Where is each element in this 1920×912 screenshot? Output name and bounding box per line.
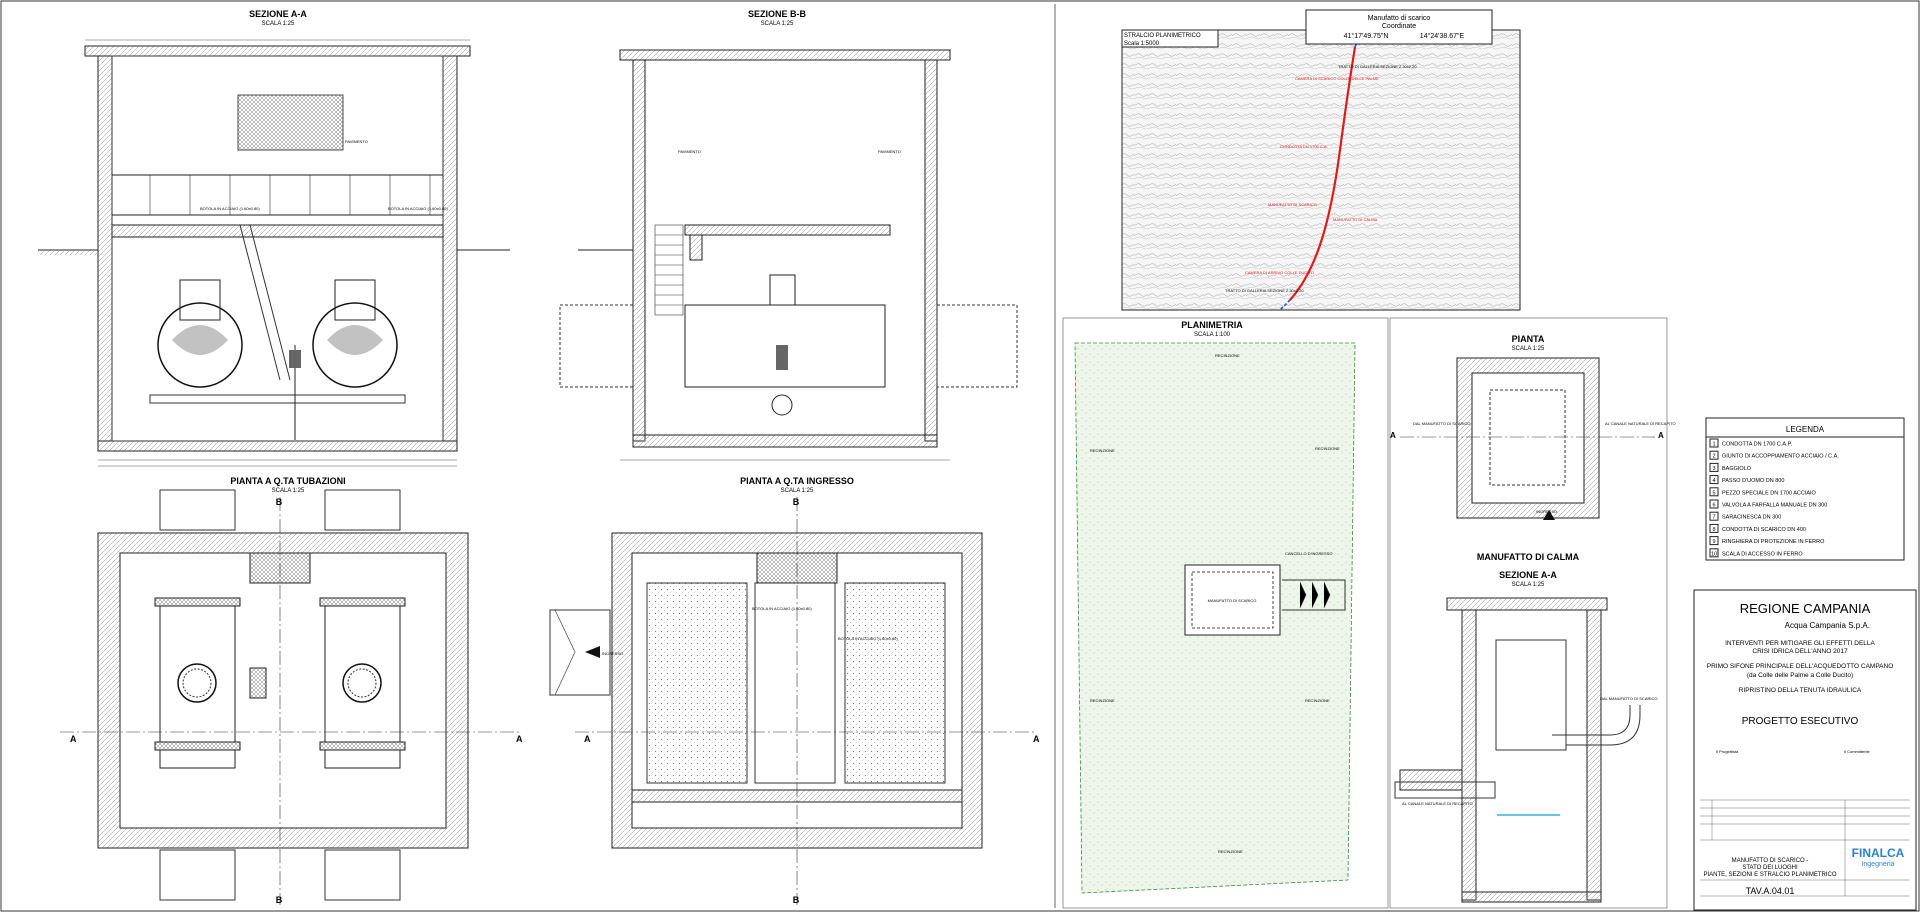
- cut-a-left-2: A: [584, 734, 591, 744]
- legend-title: LEGENDA: [1785, 425, 1825, 434]
- drawing-title-1: MANUFATTO DI SCARICO -: [1731, 858, 1809, 864]
- pianta-calma-out: AL CANALE NATURALE DI RECAPITO: [1605, 421, 1676, 426]
- coords-title: Manufatto di scarico: [1367, 15, 1431, 22]
- coords-lon: 14°24'38.67"E: [1419, 33, 1465, 40]
- section-aa-scale: SCALA 1:25: [261, 21, 295, 27]
- legend-item-text: BAGGIOLO: [1722, 465, 1752, 472]
- plan-entrance-title: PIANTA A Q.TA INGRESSO: [740, 476, 854, 486]
- planimetria-manufatto: MANUFATTO DI SCARICO: [1207, 598, 1257, 603]
- legend-item-text: PASSO D'UOMO DN 800: [1722, 478, 1785, 485]
- pianta-calma-cut-left: A: [1390, 431, 1396, 440]
- recinzione-bottom: RECINZIONE: [1218, 849, 1243, 854]
- legend-item-number: 5: [1712, 490, 1716, 497]
- legend: [1706, 418, 1904, 560]
- pianta-calma: [1390, 318, 1676, 908]
- title-desc1: INTERVENTI PER MITIGARE GLI EFFETTI DELLA: [1725, 640, 1875, 647]
- legend-item-text: SCALA DI ACCESSO IN FERRO: [1722, 551, 1803, 558]
- pianta-calma-in: DAL MANUFATTO DI SCARICO: [1413, 421, 1471, 426]
- company-logo-sub: Ingegneria: [1861, 861, 1895, 868]
- legend-item-text: CONDOTTA DI SCARICO DN 400: [1722, 526, 1806, 533]
- plan-pipes-title: PIANTA A Q.TA TUBAZIONI: [230, 476, 346, 486]
- drawing-title-2: STATO DEI LUOGHI: [1742, 865, 1798, 871]
- pianta-calma-scale: SCALA 1:25: [1511, 346, 1545, 352]
- coords-sub: Coordinate: [1381, 23, 1417, 30]
- map-label-condotta: CONDOTTA DN 1700 C.A.: [1280, 144, 1328, 149]
- calma-in: DAL MANUFATTO DI SCARICO: [1600, 696, 1658, 701]
- grate: [238, 95, 343, 150]
- plan-entrance: [550, 476, 1040, 905]
- hatch-label-left: BOTOLA IN ACCIAIO (1.60x0.80): [200, 206, 260, 211]
- map-label-calma: MANUFATTO DI CALMA: [1333, 217, 1378, 222]
- hatch-label-right: BOTOLA IN ACCIAIO (1.60x0.80): [388, 206, 448, 211]
- section-aa-title: SEZIONE A-A: [249, 9, 307, 19]
- legend-item-number: 6: [1712, 502, 1716, 509]
- plan-pipes: [60, 476, 523, 905]
- bb-label-left: PAVIMENTO: [678, 149, 701, 154]
- plan-entrance-scale: SCALA 1:25: [780, 488, 814, 494]
- recinzione-left: RECINZIONE: [1090, 448, 1115, 453]
- legend-item-text: GIUNTO DI ACCOPPIAMENTO ACCIAIO / C.A.: [1722, 453, 1839, 460]
- legend-item-number: 2: [1712, 453, 1716, 460]
- cut-a-right-2: A: [1033, 734, 1040, 744]
- section-bb-scale: SCALA 1:25: [760, 21, 794, 27]
- title-phase: PROGETTO ESECUTIVO: [1741, 716, 1859, 727]
- plan-pipes-scale: SCALA 1:25: [271, 488, 305, 494]
- legend-item-number: 10: [1710, 551, 1718, 558]
- legend-item-number: 9: [1712, 539, 1716, 546]
- title-desc3: PRIMO SIFONE PRINCIPALE DELL'ACQUEDOTTO CAMPANO: [1706, 663, 1894, 670]
- company-logo: FINALCA: [1851, 846, 1905, 860]
- cut-a-left: A: [70, 734, 77, 744]
- legend-item-number: 4: [1712, 478, 1716, 485]
- title-progettista: Il Progettista: [1716, 749, 1739, 754]
- legend-item-number: 3: [1712, 465, 1716, 472]
- section-aa: [38, 9, 510, 466]
- calma-title: MANUFATTO DI CALMA: [1476, 552, 1580, 562]
- ingresso-label: INGRESSO: [602, 651, 624, 656]
- map-label-camera-bottom: CAMERA DI ARRIVO COLLE DUCITO: [1245, 270, 1314, 275]
- bb-label-right: PAVIMENTO: [878, 149, 901, 154]
- topographic-map: [1122, 30, 1520, 310]
- legend-item-text: PEZZO SPECIALE DN 1700 ACCIAIO: [1722, 490, 1816, 497]
- legend-item-text: CONDOTTA DN 1700 C.A.P.: [1722, 441, 1793, 448]
- site-map-title: STRALCIO PLANIMETRICO: [1124, 33, 1201, 39]
- planimetria-cancello: CANCELLO D'INGRESSO: [1285, 551, 1333, 556]
- recinzione-right: RECINZIONE: [1315, 446, 1340, 451]
- legend-item-number: 1: [1712, 441, 1716, 448]
- title-desc2: CRISI IDRICA DELL'ANNO 2017: [1752, 648, 1848, 655]
- plan-entrance-botola-right: BOTOLA IN ACCIAIO (1.60x0.80): [838, 636, 898, 641]
- cut-a-right: A: [516, 734, 523, 744]
- drawing-code: TAV.A.04.01: [1745, 886, 1795, 896]
- pianta-calma-title: PIANTA: [1511, 334, 1545, 344]
- recinzione-left-2: RECINZIONE: [1090, 698, 1115, 703]
- calma-section: [1395, 552, 1658, 902]
- pianta-calma-ingresso: INGRESSO: [1536, 509, 1558, 514]
- recinzione-right-2: RECINZIONE: [1305, 698, 1330, 703]
- title-desc5: RIPRISTINO DELLA TENUTA IDRAULICA: [1738, 687, 1862, 694]
- drawing-title-3: PIANTE, SEZIONI E STRALCIO PLANIMETRICO: [1703, 872, 1837, 878]
- site-map-scale: Scala 1:5000: [1124, 41, 1160, 47]
- section-bb: [560, 9, 1017, 460]
- cut-b-top: B: [275, 497, 283, 507]
- map-label-galleria-top: TRATTO DI GALLERIA SEZIONE 2.30x2.20: [1338, 64, 1417, 69]
- title-company: Acqua Campania S.p.A.: [1784, 621, 1870, 630]
- calma-section-title: SEZIONE A-A: [1499, 570, 1557, 580]
- pianta-calma-cut-right: A: [1658, 431, 1664, 440]
- title-desc4: (da Colle delle Palme a Colle Ducito): [1746, 672, 1854, 679]
- cut-b-bottom-2: B: [792, 895, 800, 905]
- plan-entrance-botola-left: BOTOLA IN ACCIAIO (1.60x0.80): [752, 606, 812, 611]
- legend-item-text: RINGHIERA DI PROTEZIONE IN FERRO: [1722, 539, 1825, 546]
- legend-item-text: SARACINESCA DN 300: [1722, 514, 1782, 521]
- title-block: [1694, 590, 1916, 910]
- site-map: [1122, 10, 1520, 310]
- map-label-galleria-bottom: TRATTO DI GALLERIA SEZIONE 2.30x2.20: [1225, 288, 1304, 293]
- title-region: REGIONE CAMPANIA: [1739, 601, 1871, 616]
- map-label-camera-top: CAMERA DI SCARICO COLLE DELLE PALME: [1295, 76, 1379, 81]
- legend-item-text: VALVOLA A FARFALLA MANUALE DN 300: [1722, 502, 1828, 509]
- calma-out: AL CANALE NATURALE DI RECAPITO: [1402, 801, 1473, 806]
- legend-item-number: 7: [1712, 514, 1716, 521]
- recinzione-top: RECINZIONE: [1215, 353, 1240, 358]
- title-committente: Il Committente: [1844, 749, 1870, 754]
- section-bb-title: SEZIONE B-B: [747, 9, 807, 19]
- planimetria-title: PLANIMETRIA: [1181, 320, 1243, 330]
- planimetria: [1063, 318, 1388, 908]
- calma-scale: SCALA 1:25: [1511, 582, 1545, 588]
- cut-b-top-2: B: [792, 497, 800, 507]
- cut-b-bottom: B: [275, 895, 283, 905]
- planimetria-scale: SCALA 1:100: [1193, 332, 1231, 338]
- grate-label: PAVIMENTO: [345, 139, 368, 144]
- coords-lat: 41°17'49.75"N: [1343, 33, 1389, 40]
- map-label-manufatto: MANUFATTO DI SCARICO: [1268, 202, 1317, 207]
- legend-item-number: 8: [1712, 526, 1716, 533]
